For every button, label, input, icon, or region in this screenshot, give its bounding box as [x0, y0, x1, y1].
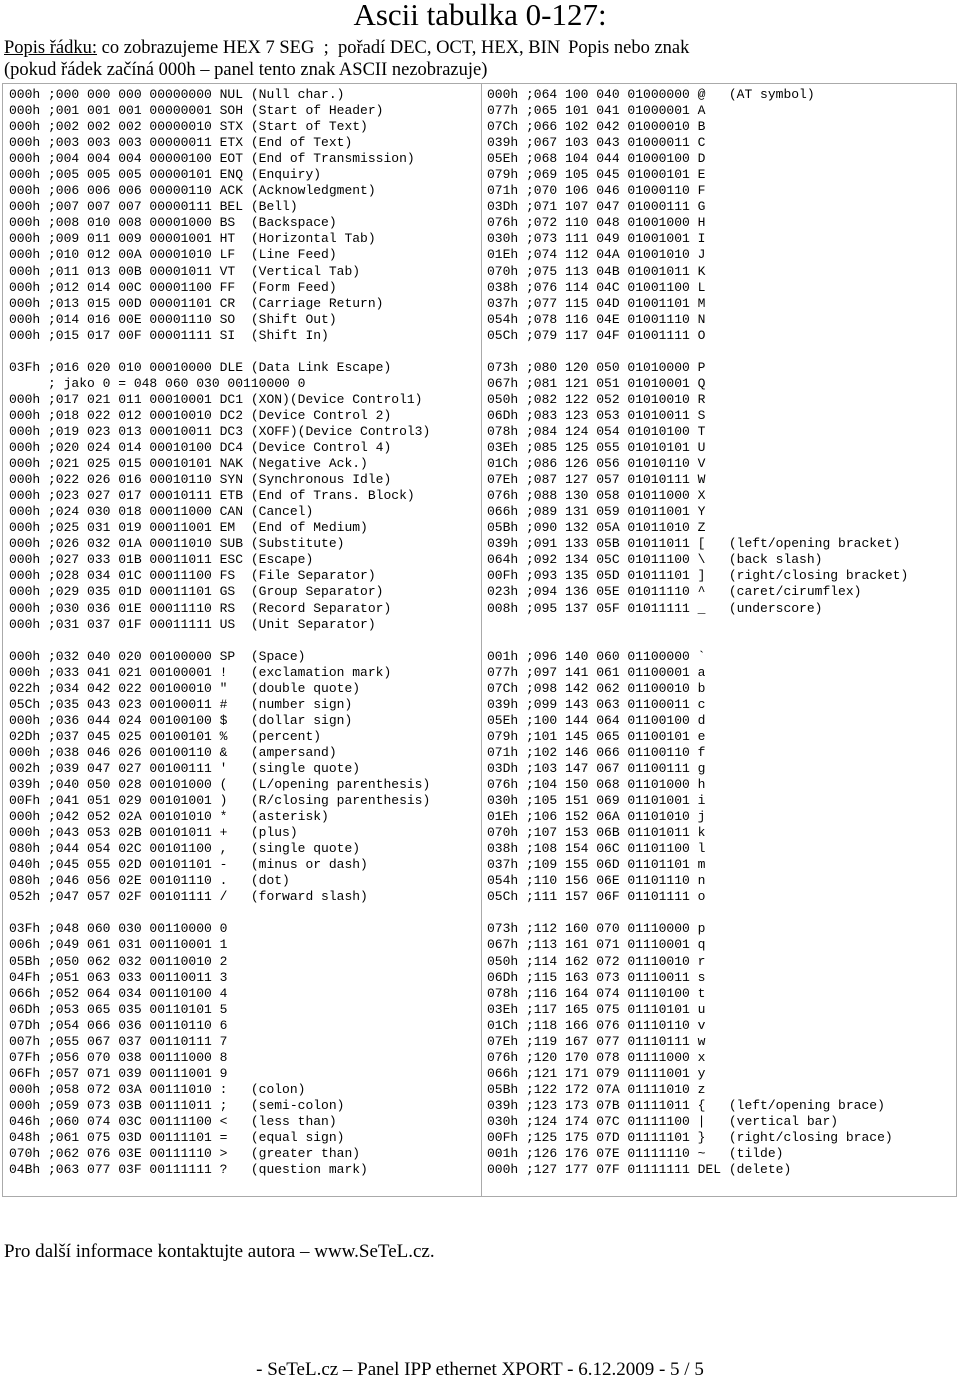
- ascii-row: 000h ;019 023 013 00010011 DC3 (XOFF)(Device Control3): [9, 423, 431, 439]
- ascii-row: 076h ;120 170 078 01111000 x: [487, 1049, 706, 1065]
- ascii-row: 037h ;109 155 06D 01101101 m: [487, 857, 706, 873]
- ascii-row: 07Dh ;054 066 036 00110110 6: [9, 1017, 228, 1033]
- row-description-label: Popis řádku:: [4, 38, 98, 58]
- row-description-header: [4, 37, 689, 59]
- ascii-row: 000h ;020 024 014 00010100 DC4 (Device Control 4): [9, 440, 392, 456]
- ascii-row: 03Dh ;103 147 067 01100111 g: [487, 760, 706, 776]
- ascii-row: 079h ;069 105 045 01000101 E: [487, 167, 706, 183]
- ascii-column-right: [487, 87, 955, 1178]
- ascii-row: 000h ;042 052 02A 00101010 * (asterisk): [9, 809, 329, 825]
- ascii-row: 000h ;028 034 01C 00011100 FS (File Separator): [9, 568, 376, 584]
- ascii-row: 000h ;011 013 00B 00001011 VT (Vertical Tab): [9, 263, 361, 279]
- ascii-row: 03Fh ;016 020 010 00010000 DLE (Data Link Escape): [9, 359, 392, 375]
- ascii-row: 039h ;099 143 063 01100011 c: [487, 696, 706, 712]
- ascii-row: 000h ;023 027 017 00010111 ETB (End of Trans. Block): [9, 488, 415, 504]
- ascii-row: 040h ;045 055 02D 00101101 - (minus or dash): [9, 857, 368, 873]
- ascii-row: 008h ;095 137 05F 01011111 _ (underscore): [487, 600, 823, 616]
- ascii-row: 05Ch ;035 043 023 00100011 # (number sign): [9, 696, 353, 712]
- ascii-row: 054h ;078 116 04E 01001110 N: [487, 311, 706, 327]
- ascii-row: 052h ;047 057 02F 00101111 / (forward slash): [9, 889, 368, 905]
- ascii-row: 066h ;121 171 079 01111001 y: [487, 1065, 706, 1081]
- ascii-row: 054h ;110 156 06E 01101110 n: [487, 873, 706, 889]
- ascii-row: 000h ;009 011 009 00001001 HT (Horizontal Tab): [9, 231, 376, 247]
- ascii-row: 000h ;025 031 019 00011001 EM (End of Medium): [9, 520, 368, 536]
- ascii-row: 01Ch ;118 166 076 01110110 v: [487, 1017, 706, 1033]
- ascii-row: 000h ;010 012 00A 00001010 LF (Line Feed): [9, 247, 337, 263]
- ascii-row: 000h ;017 021 011 00010001 DC1 (XON)(Device Control1): [9, 391, 423, 407]
- ascii-row: 038h ;108 154 06C 01101100 l: [487, 841, 706, 857]
- ascii-row: 078h ;116 164 074 01110100 t: [487, 985, 706, 1001]
- ascii-row: 000h ;026 032 01A 00011010 SUB (Substitute): [9, 536, 345, 552]
- ascii-row: 000h ;000 000 000 00000000 NUL (Null char.): [9, 87, 345, 102]
- ascii-row: 03Dh ;071 107 047 01000111 G: [487, 199, 706, 215]
- ascii-row: 000h ;014 016 00E 00001110 SO (Shift Out): [9, 311, 337, 327]
- ascii-row: 07Eh ;087 127 057 01010111 W: [487, 472, 706, 488]
- ascii-row: 022h ;034 042 022 00100010 " (double quote): [9, 680, 361, 696]
- ascii-row: 000h ;058 072 03A 00111010 : (colon): [9, 1081, 306, 1097]
- ascii-row: 038h ;076 114 04C 01001100 L: [487, 279, 706, 295]
- ascii-row: 02Dh ;037 045 025 00100101 % (percent): [9, 728, 322, 744]
- ascii-row: 06Dh ;083 123 053 01010011 S: [487, 407, 706, 423]
- ascii-row: 076h ;104 150 068 01101000 h: [487, 777, 706, 793]
- ascii-row: 070h ;107 153 06B 01101011 k: [487, 825, 706, 841]
- ascii-row: 050h ;114 162 072 01110010 r: [487, 953, 706, 969]
- ascii-row: 067h ;081 121 051 01010001 Q: [487, 375, 706, 391]
- ascii-row: 080h ;044 054 02C 00101100 , (single quote): [9, 841, 361, 857]
- ascii-column-left: [9, 87, 477, 1178]
- column-divider: [481, 84, 482, 1196]
- ascii-row: 05Bh ;122 172 07A 01111010 z: [487, 1081, 706, 1097]
- ascii-table: [2, 83, 957, 1197]
- ascii-row: 046h ;060 074 03C 00111100 < (less than): [9, 1114, 337, 1129]
- ascii-row: 067h ;113 161 071 01110001 q: [487, 937, 706, 953]
- ascii-row: 05Eh ;068 104 044 01000100 D: [487, 151, 706, 167]
- ascii-row: 06Fh ;057 071 039 00111001 9: [9, 1065, 228, 1081]
- ascii-row: 01Ch ;086 126 056 01010110 V: [487, 456, 706, 472]
- ascii-row: 079h ;101 145 065 01100101 e: [487, 728, 706, 744]
- ascii-row: 000h ;033 041 021 00100001 ! (exclamation mark): [9, 664, 392, 680]
- ascii-row: 07Ch ;098 142 062 01100010 b: [487, 680, 706, 696]
- ascii-row: 000h ;001 001 001 00000001 SOH (Start of Header): [9, 103, 384, 119]
- ascii-row: 000h ;007 007 007 00000111 BEL (Bell): [9, 199, 298, 215]
- ascii-row: 064h ;092 134 05C 01011100 \ (back slash): [487, 552, 823, 568]
- ascii-row: 03Eh ;117 165 075 01110101 u: [487, 1001, 706, 1017]
- ascii-row: 006h ;049 061 031 00110001 1: [9, 937, 228, 953]
- ascii-row: 070h ;062 076 03E 00111110 > (greater than): [9, 1146, 361, 1162]
- ascii-row: 077h ;097 141 061 01100001 a: [487, 664, 706, 680]
- ascii-row: 000h ;064 100 040 01000000 @ (AT symbol): [487, 87, 815, 102]
- ascii-row: 039h ;040 050 028 00101000 ( (L/opening parenthesis): [9, 777, 431, 793]
- ascii-row: 000h ;008 010 008 00001000 BS (Backspace): [9, 215, 337, 231]
- ascii-row: ; jako 0 = 048 060 030 00110000 0: [9, 375, 306, 391]
- ascii-row: 000h ;127 177 07F 01111111 DEL (delete): [487, 1162, 792, 1178]
- ascii-row: 007h ;055 067 037 00110111 7: [9, 1033, 228, 1049]
- ascii-row: 06Dh ;115 163 073 01110011 s: [487, 969, 706, 985]
- ascii-row: 066h ;089 131 059 01011001 Y: [487, 504, 706, 520]
- ascii-row: 000h ;005 005 005 00000101 ENQ (Enquiry): [9, 167, 322, 183]
- ascii-row: 07Fh ;056 070 038 00111000 8: [9, 1049, 228, 1065]
- ascii-row: 080h ;046 056 02E 00101110 . (dot): [9, 873, 290, 889]
- ascii-row: 00Fh ;041 051 029 00101001 ) (R/closing parenthesis): [9, 793, 431, 809]
- ascii-row: 05Bh ;050 062 032 00110010 2: [9, 953, 228, 969]
- ascii-row: 039h ;091 133 05B 01011011 [ (left/opening bracket): [487, 536, 901, 552]
- ascii-row: 000h ;036 044 024 00100100 $ (dollar sign): [9, 712, 353, 728]
- ascii-row: 000h ;038 046 026 00100110 & (ampersand): [9, 744, 337, 760]
- ascii-row: 039h ;123 173 07B 01111011 { (left/opening brace): [487, 1097, 885, 1113]
- ascii-row: 077h ;065 101 041 01000001 A: [487, 103, 706, 119]
- ascii-row: 076h ;088 130 058 01011000 X: [487, 488, 706, 504]
- ascii-row: 07Ch ;066 102 042 01000010 B: [487, 119, 706, 135]
- ascii-row: 050h ;082 122 052 01010010 R: [487, 391, 706, 407]
- ascii-row: 000h ;021 025 015 00010101 NAK (Negative Ack.): [9, 456, 368, 472]
- ascii-row: 000h ;043 053 02B 00101011 + (plus): [9, 825, 298, 841]
- ascii-row: 01Eh ;106 152 06A 01101010 j: [487, 809, 706, 825]
- ascii-row: 07Eh ;119 167 077 01110111 w: [487, 1033, 706, 1049]
- ascii-row: 04Bh ;063 077 03F 00111111 ? (question mark): [9, 1162, 368, 1178]
- ascii-row: 037h ;077 115 04D 01001101 M: [487, 295, 706, 311]
- ascii-row: 00Fh ;125 175 07D 01111101 } (right/closing brace): [487, 1130, 893, 1146]
- row-description-text: co zobrazujeme HEX 7 SEG ; pořadí DEC, OCT, HEX, BIN: [97, 38, 561, 58]
- ascii-row: 030h ;105 151 069 01101001 i: [487, 793, 706, 809]
- ascii-row: 023h ;094 136 05E 01011110 ^ (caret/cirumflex): [487, 584, 862, 600]
- ascii-row: 000h ;012 014 00C 00001100 FF (Form Feed): [9, 279, 337, 295]
- ascii-row: 078h ;084 124 054 01010100 T: [487, 423, 706, 439]
- ascii-row: 00Fh ;093 135 05D 01011101 ] (right/closing bracket): [487, 568, 909, 584]
- ascii-row: 002h ;039 047 027 00100111 ' (single quote): [9, 760, 361, 776]
- ascii-row: 000h ;032 040 020 00100000 SP (Space): [9, 648, 306, 664]
- ascii-row: 01Eh ;074 112 04A 01001010 J: [487, 247, 706, 263]
- ascii-row: 000h ;006 006 006 00000110 ACK (Acknowledgment): [9, 183, 376, 199]
- ascii-row: 000h ;002 002 002 00000010 STX (Start of Text): [9, 119, 368, 135]
- ascii-row: 066h ;052 064 034 00110100 4: [9, 985, 228, 1001]
- ascii-row: 030h ;073 111 049 01001001 I: [487, 231, 706, 247]
- ascii-row: 070h ;075 113 04B 01001011 K: [487, 263, 706, 279]
- table-spacer: [487, 905, 955, 921]
- page-title: Ascii tabulka 0-127:: [353, 0, 607, 32]
- ascii-row: 05Eh ;100 144 064 01100100 d: [487, 712, 706, 728]
- ascii-row: 001h ;096 140 060 01100000 `: [487, 648, 706, 664]
- row-description-note: (pokud řádek začíná 000h – panel tento znak ASCII nezobrazuje): [4, 60, 488, 80]
- ascii-row: 073h ;080 120 050 01010000 P: [487, 359, 706, 375]
- table-spacer: [487, 344, 955, 360]
- ascii-row: 000h ;031 037 01F 00011111 US (Unit Separator): [9, 616, 376, 632]
- ascii-row: 001h ;126 176 07E 01111110 ~ (tilde): [487, 1146, 784, 1162]
- contact-note: Pro další informace kontaktujte autora – www.SeTeL.cz.: [4, 1241, 435, 1262]
- ascii-row: 05Ch ;079 117 04F 01001111 O: [487, 327, 706, 343]
- table-spacer: [487, 633, 955, 649]
- ascii-row: 04Fh ;051 063 033 00110011 3: [9, 969, 228, 985]
- ascii-row: 05Ch ;111 157 06F 01101111 o: [487, 889, 706, 905]
- ascii-row: 05Bh ;090 132 05A 01011010 Z: [487, 520, 706, 536]
- ascii-row: 039h ;067 103 043 01000011 C: [487, 135, 706, 151]
- ascii-row: 000h ;003 003 003 00000011 ETX (End of Text): [9, 135, 353, 151]
- ascii-row: 000h ;015 017 00F 00001111 SI (Shift In): [9, 327, 329, 343]
- table-spacer: [9, 905, 477, 921]
- ascii-row: 000h ;018 022 012 00010010 DC2 (Device Control 2): [9, 407, 392, 423]
- ascii-row: 03Eh ;085 125 055 01010101 U: [487, 440, 706, 456]
- ascii-row: 073h ;112 160 070 01110000 p: [487, 921, 706, 937]
- ascii-row: 03Fh ;048 060 030 00110000 0: [9, 921, 228, 937]
- table-spacer: [487, 617, 955, 633]
- ascii-row: 048h ;061 075 03D 00111101 = (equal sign): [9, 1130, 345, 1146]
- ascii-row: 000h ;027 033 01B 00011011 ESC (Escape): [9, 552, 314, 568]
- ascii-row: 000h ;024 030 018 00011000 CAN (Cancel): [9, 504, 314, 520]
- ascii-row: 000h ;004 004 004 00000100 EOT (End of Transmission): [9, 151, 415, 167]
- ascii-row: 000h ;013 015 00D 00001101 CR (Carriage Return): [9, 295, 384, 311]
- ascii-row: 000h ;029 035 01D 00011101 GS (Group Separator): [9, 584, 384, 600]
- table-spacer: [9, 344, 477, 360]
- ascii-row: 030h ;124 174 07C 01111100 | (vertical bar): [487, 1114, 839, 1129]
- table-spacer: [9, 633, 477, 649]
- description-column-label: Popis nebo znak: [568, 38, 690, 58]
- ascii-row: 000h ;059 073 03B 00111011 ; (semi-colon): [9, 1097, 345, 1113]
- ascii-row: 000h ;022 026 016 00010110 SYN (Synchronous Idle): [9, 472, 392, 488]
- ascii-row: 071h ;102 146 066 01100110 f: [487, 744, 706, 760]
- ascii-row: 071h ;070 106 046 01000110 F: [487, 183, 706, 199]
- page-footer: - SeTeL.cz – Panel IPP ethernet XPORT - 6.12.2009 - 5 / 5: [256, 1359, 704, 1380]
- ascii-row: 06Dh ;053 065 035 00110101 5: [9, 1001, 228, 1017]
- ascii-row: 076h ;072 110 048 01001000 H: [487, 215, 706, 231]
- ascii-row: 000h ;030 036 01E 00011110 RS (Record Separator): [9, 600, 392, 616]
